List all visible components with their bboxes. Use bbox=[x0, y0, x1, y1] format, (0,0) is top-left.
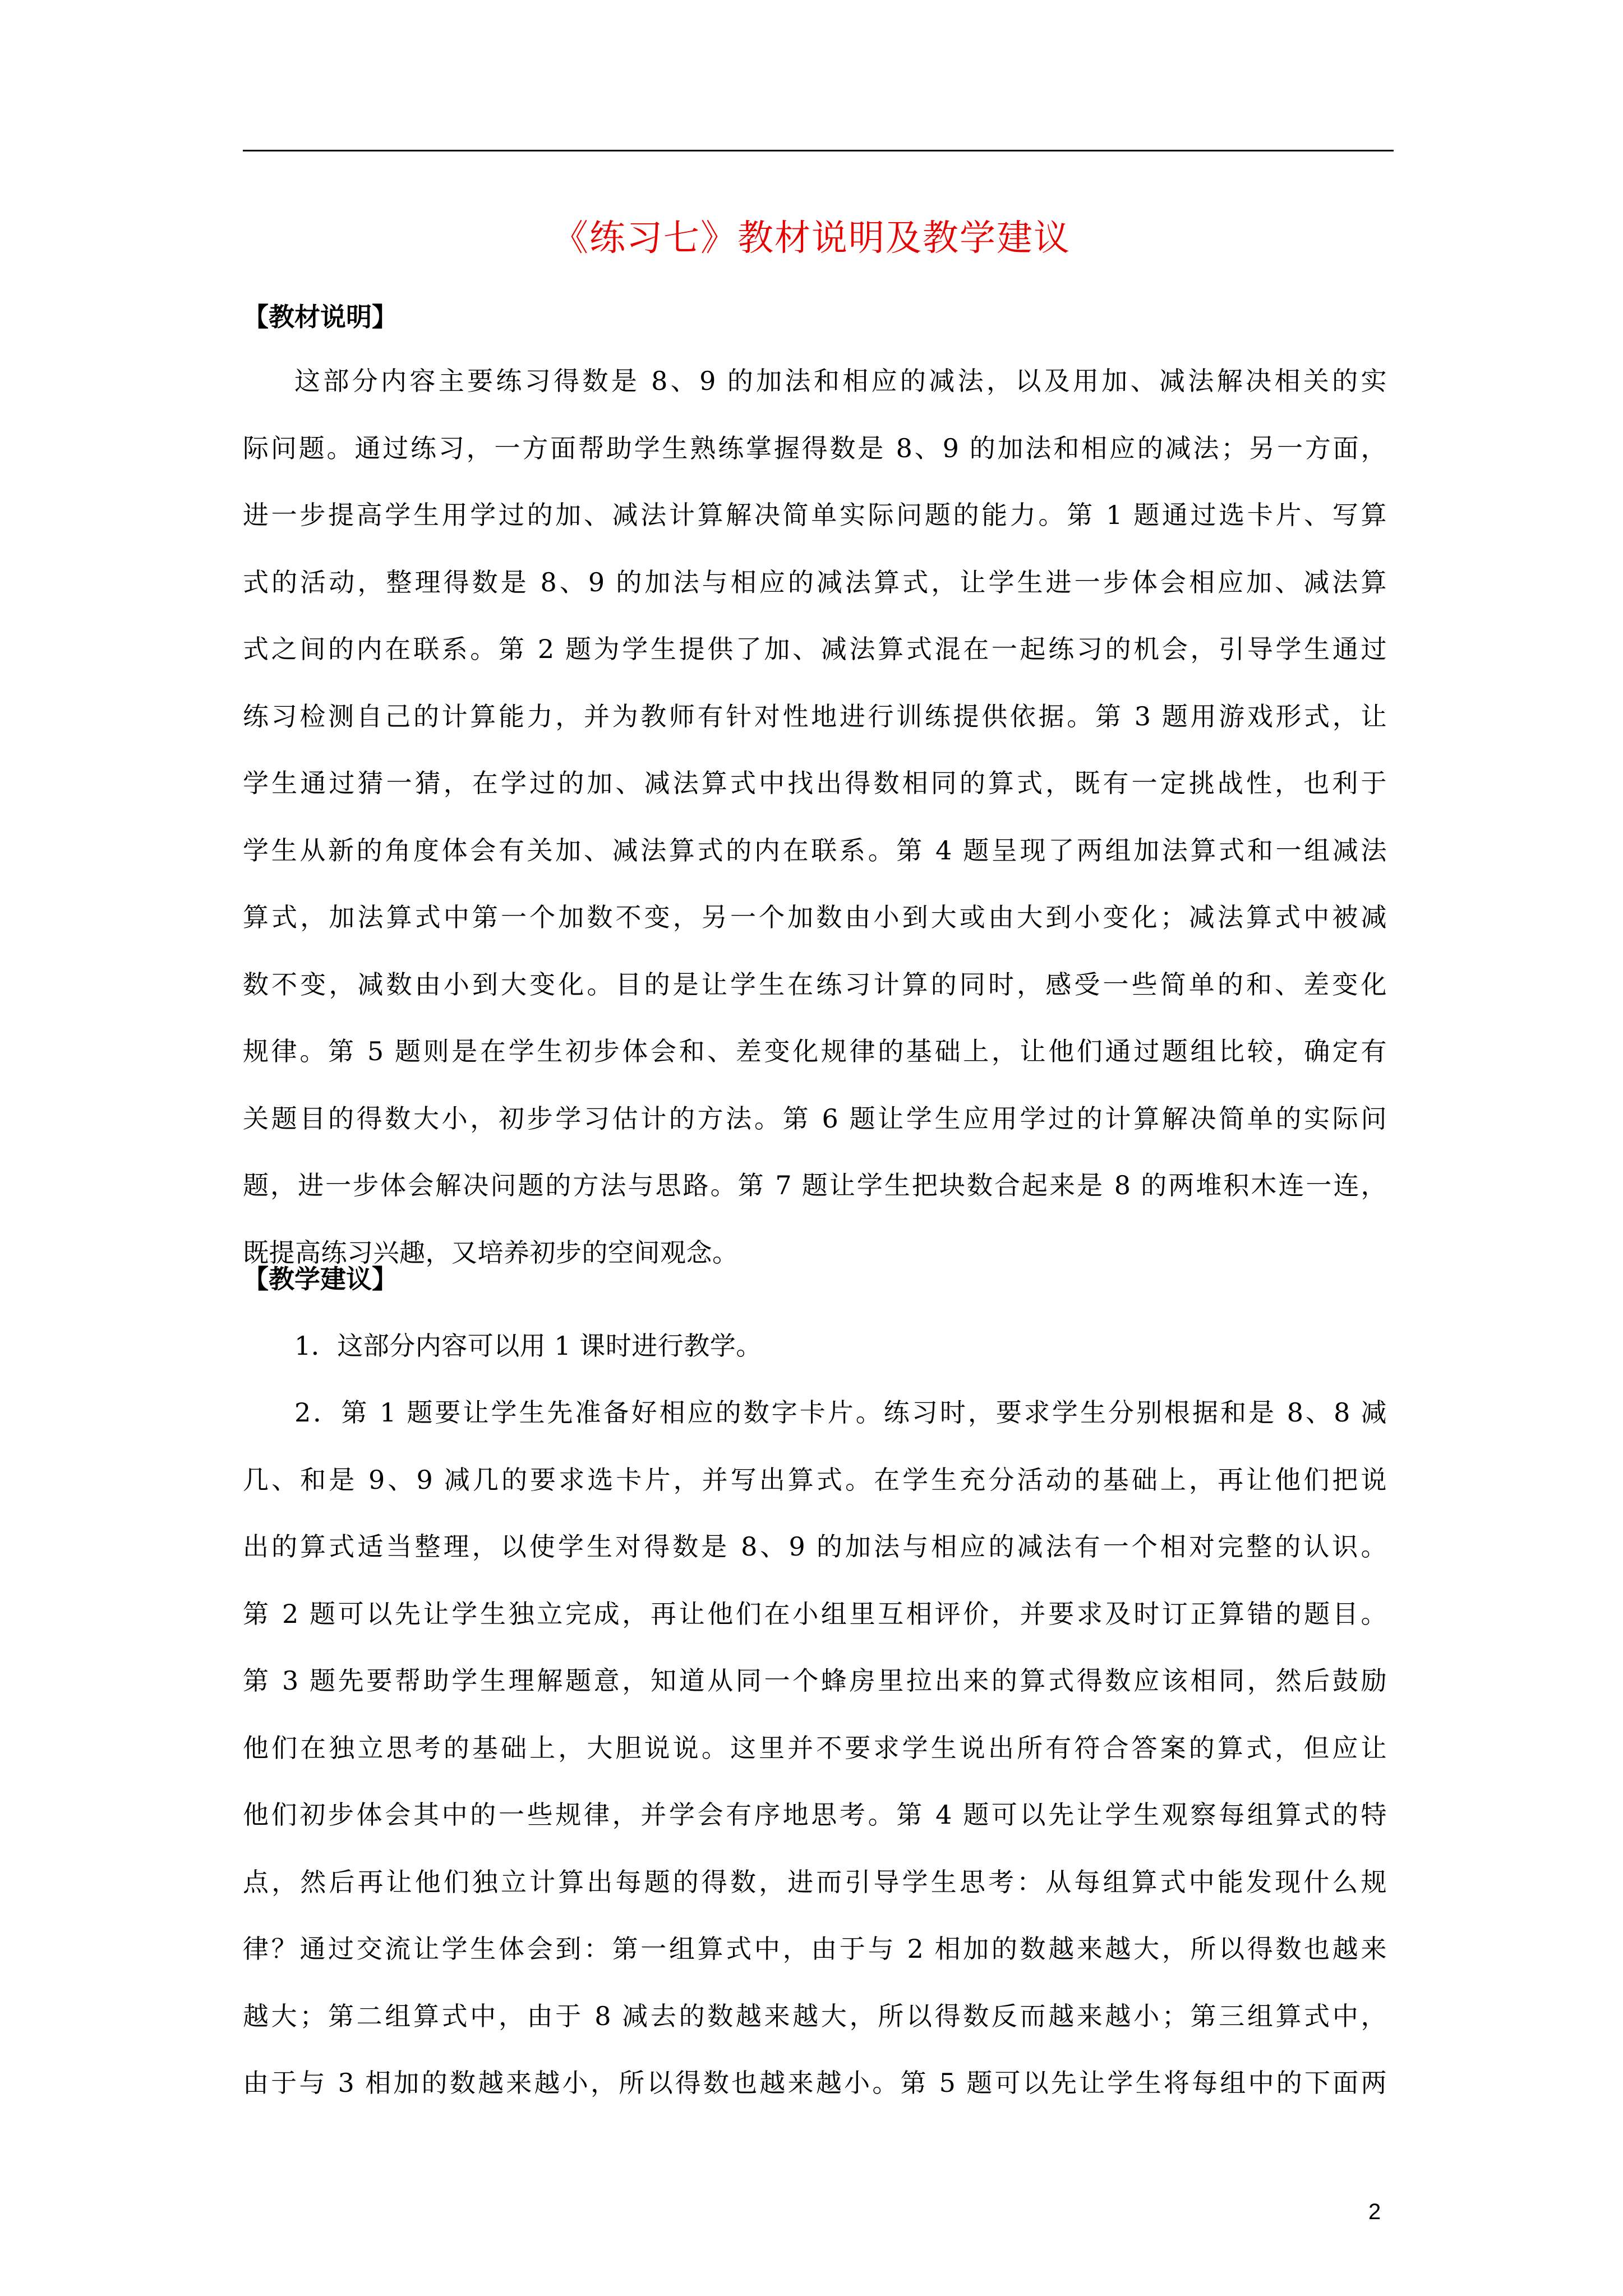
teaching-suggestion-1 bbox=[243, 1313, 1387, 1380]
paragraph-line: 式之间的内在联系。第 2 题为学生提供了加、减法算式混在一起练习的机会，引导学生通过 bbox=[243, 634, 1387, 664]
paragraph-line: 际问题。通过练习，一方面帮助学生熟练掌握得数是 8、9 的加法和相应的减法；另一方面， bbox=[243, 432, 1387, 463]
paragraph-line: 题，进一步体会解决问题的方法与思路。第 7 题让学生把块数合起来是 8 的两堆积木连一连， bbox=[243, 1170, 1387, 1200]
document-title: 《练习七》教材说明及教学建议 bbox=[552, 218, 1071, 259]
header-rule bbox=[243, 150, 1394, 151]
paragraph-line: 既提高练习兴趣，又培养初步的空间观念。 bbox=[243, 1237, 739, 1268]
teaching-suggestion-2 bbox=[243, 1379, 1387, 2117]
section-heading-teaching-suggestions: 【教学建议】 bbox=[243, 1264, 398, 1294]
textbook-notes-paragraph bbox=[243, 348, 1387, 1286]
paragraph-line: 练习检测自己的计算能力，并为教师有针对性地进行训练提供依据。第 3 题用游戏形式，让 bbox=[243, 701, 1387, 731]
paragraph-line: 出的算式适当整理，以使学生对得数是 8、9 的加法与相应的减法有一个相对完整的认识。 bbox=[243, 1531, 1387, 1562]
paragraph-line: 第 3 题先要帮助学生理解题意，知道从同一个蜂房里拉出来的算式得数应该相同，然后鼓励 bbox=[243, 1665, 1387, 1696]
paragraph-line: 律？通过交流让学生体会到：第一组算式中，由于与 2 相加的数越来越大，所以得数也越来 bbox=[243, 1934, 1387, 1964]
paragraph-line: 规律。第 5 题则是在学生初步体会和、差变化规律的基础上，让他们通过题组比较，确定有 bbox=[243, 1036, 1387, 1066]
paragraph-line: 1．这部分内容可以用 1 课时进行教学。 bbox=[294, 1331, 762, 1361]
paragraph-line: 越大；第二组算式中，由于 8 减去的数越来越大，所以得数反而越来越小；第三组算式中， bbox=[243, 2000, 1387, 2031]
paragraph-line: 进一步提高学生用学过的加、减法计算解决简单实际问题的能力。第 1 题通过选卡片、写算 bbox=[243, 500, 1387, 530]
paragraph-line: 2．第 1 题要让学生先准备好相应的数字卡片。练习时，要求学生分别根据和是 8、8 减 bbox=[294, 1397, 1387, 1428]
paragraph-line: 数不变，减数由小到大变化。目的是让学生在练习计算的同时，感受一些简单的和、差变化 bbox=[243, 969, 1387, 1000]
section-heading-textbook-notes: 【教材说明】 bbox=[243, 302, 398, 332]
paragraph-line: 几、和是 9、9 减几的要求选卡片，并写出算式。在学生充分活动的基础上，再让他们把说 bbox=[243, 1464, 1387, 1495]
paragraph-line: 式的活动，整理得数是 8、9 的加法与相应的减法算式，让学生进一步体会相应加、减法算 bbox=[243, 567, 1387, 597]
paragraph-line: 点，然后再让他们独立计算出每题的得数，进而引导学生思考：从每组算式中能发现什么规 bbox=[243, 1866, 1387, 1897]
paragraph-line: 第 2 题可以先让学生独立完成，再让他们在小组里互相评价，并要求及时订正算错的题目。 bbox=[243, 1598, 1387, 1629]
paragraph-line: 他们初步体会其中的一些规律，并学会有序地思考。第 4 题可以先让学生观察每组算式的特 bbox=[243, 1800, 1387, 1830]
paragraph-line: 学生通过猜一猜，在学过的加、减法算式中找出得数相同的算式，既有一定挑战性，也利于 bbox=[243, 768, 1387, 798]
page-number: 2 bbox=[1368, 2200, 1381, 2224]
paragraph-line: 由于与 3 相加的数越来越小，所以得数也越来越小。第 5 题可以先让学生将每组中的下面两 bbox=[243, 2068, 1387, 2098]
paragraph-line: 算式，加法算式中第一个加数不变，另一个加数由小到大或由大到小变化；减法算式中被减 bbox=[243, 902, 1387, 932]
paragraph-line: 他们在独立思考的基础上，大胆说说。这里并不要求学生说出所有符合答案的算式，但应让 bbox=[243, 1732, 1387, 1763]
paragraph-line: 学生从新的角度体会有关加、减法算式的内在联系。第 4 题呈现了两组加法算式和一组减法 bbox=[243, 835, 1387, 866]
paragraph-line: 关题目的得数大小，初步学习估计的方法。第 6 题让学生应用学过的计算解决简单的实际问 bbox=[243, 1103, 1387, 1134]
paragraph-line: 这部分内容主要练习得数是 8、9 的加法和相应的减法，以及用加、减法解决相关的实 bbox=[294, 366, 1387, 396]
